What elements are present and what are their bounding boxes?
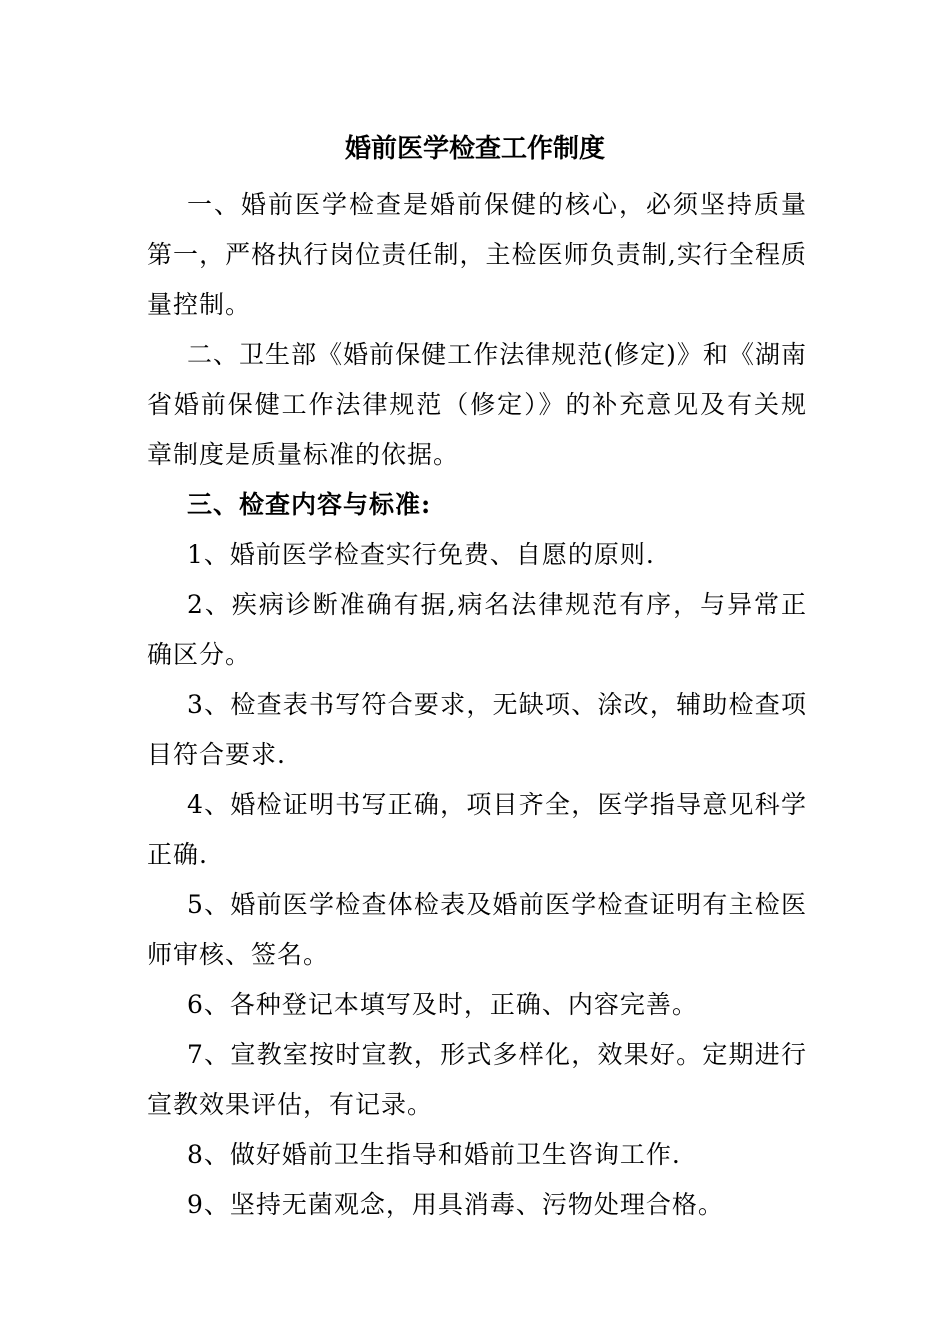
document-title: 婚前医学检查工作制度	[344, 134, 605, 164]
list-item-4: 4、婚检证明书写正确，项目齐全，医学指导意见科学正确.	[147, 790, 807, 869]
paragraph-2: 二、卫生部《婚前保健工作法律规范(修定)》和《湖南省婚前保健工作法律规范（修定）》的补充意见及有关规章制度是质量标准的依据。	[147, 340, 807, 469]
section-heading: 三、检查内容与标准:	[187, 490, 432, 519]
document-body	[147, 180, 807, 1230]
list-item-3: 3、检查表书写符合要求，无缺项、涂改，辅助检查项目符合要求.	[147, 690, 807, 769]
list-item-8: 8、做好婚前卫生指导和婚前卫生咨询工作.	[187, 1140, 681, 1169]
list-item-2: 2、疾病诊断准确有据,病名法律规范有序，与异常正确区分。	[147, 590, 807, 669]
paragraph-1: 一、婚前医学检查是婚前保健的核心，必须坚持质量第一，严格执行岗位责任制，主检医师负责制,实行全程质量控制。	[147, 190, 807, 319]
list-item-7: 7、宣教室按时宣教，形式多样化，效果好。定期进行宣教效果评估，有记录。	[147, 1040, 807, 1119]
list-item-1: 1、婚前医学检查实行免费、自愿的原则.	[187, 540, 655, 569]
list-item-9: 9、坚持无菌观念，用具消毒、污物处理合格。	[187, 1190, 724, 1219]
list-item-5: 5、婚前医学检查体检表及婚前医学检查证明有主检医师审核、签名。	[147, 890, 807, 969]
list-item-6: 6、各种登记本填写及时，正确、内容完善。	[187, 990, 698, 1019]
